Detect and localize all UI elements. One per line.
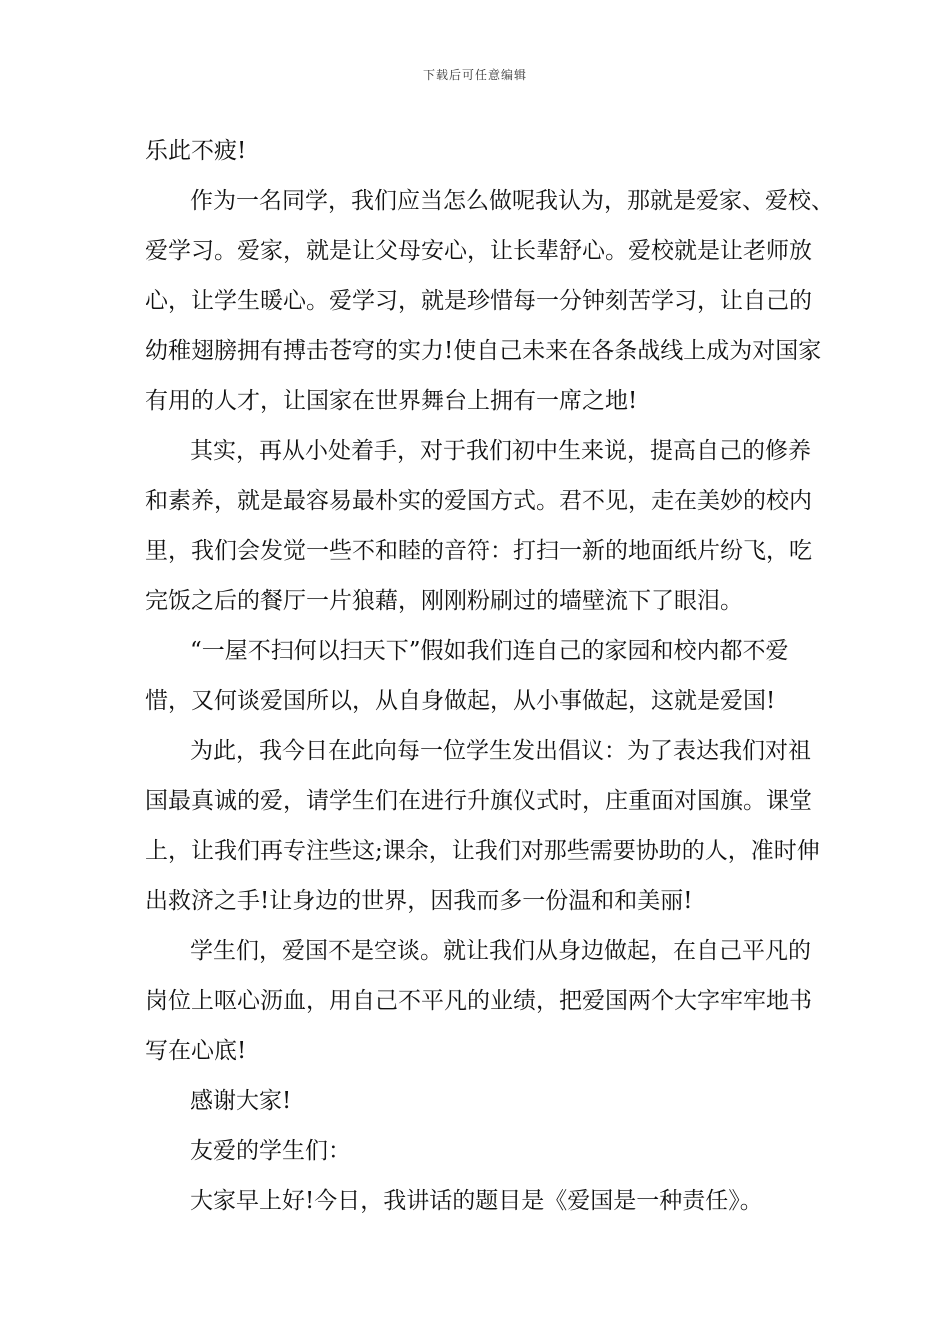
text-line: 大家早上好!今日，我讲话的题目是《爱国是一种责任》。	[190, 1188, 763, 1214]
text-line: 其实，再从小处着手，对于我们初中生来说，提高自己的修养	[190, 438, 811, 464]
text-line: 出救济之手!让身边的世界，因我而多一份温和和美丽!	[145, 888, 693, 914]
text-line: 和素养，就是最容易最朴实的爱国方式。君不见，走在美妙的校内	[145, 488, 812, 514]
text-line: 国最真诚的爱，请学生们在进行升旗仪式时，庄重面对国旗。课堂	[145, 788, 812, 814]
text-line: 友爱的学生们：	[190, 1138, 351, 1164]
text-line: 作为一名同学，我们应当怎么做呢我认为，那就是爱家、爱校、	[190, 188, 834, 214]
text-line: 心，让学生暖心。爱学习，就是珍惜每一分钟刻苦学习，让自己的	[145, 288, 812, 314]
text-line: “一屋不扫何以扫天下”假如我们连自己的家园和校内都不爱	[190, 638, 789, 664]
page-header: 下载后可任意编辑	[422, 68, 527, 82]
text-line: 里，我们会发觉一些不和睦的音符：打扫一新的地面纸片纷飞，吃	[145, 538, 812, 564]
text-line: 爱学习。爱家，就是让父母安心，让长辈舒心。爱校就是让老师放	[145, 238, 812, 264]
text-line: 完饭之后的餐厅一片狼藉，刚刚粉刷过的墙壁流下了眼泪。	[145, 588, 743, 614]
text-line: 学生们，爱国不是空谈。就让我们从身边做起，在自己平凡的	[190, 938, 811, 964]
text-line: 幼稚翅膀拥有搏击苍穹的实力!使自己未来在各条战线上成为对国家	[145, 338, 822, 364]
text-line: 感谢大家!	[190, 1088, 292, 1114]
text-line: 岗位上呕心沥血，用自己不平凡的业绩，把爱国两个大字牢牢地书	[145, 988, 812, 1014]
text-line: 上，让我们再专注些这;课余，让我们对那些需要协助的人，准时伸	[145, 838, 820, 864]
text-line: 乐此不疲!	[145, 138, 247, 164]
text-line: 为此，我今日在此向每一位学生发出倡议：为了表达我们对祖	[190, 738, 811, 764]
text-line: 写在心底!	[145, 1038, 247, 1064]
text-line: 惜，又何谈爱国所以，从自身做起，从小事做起，这就是爱国!	[145, 688, 776, 714]
text-line: 有用的人才，让国家在世界舞台上拥有一席之地!	[145, 388, 638, 414]
